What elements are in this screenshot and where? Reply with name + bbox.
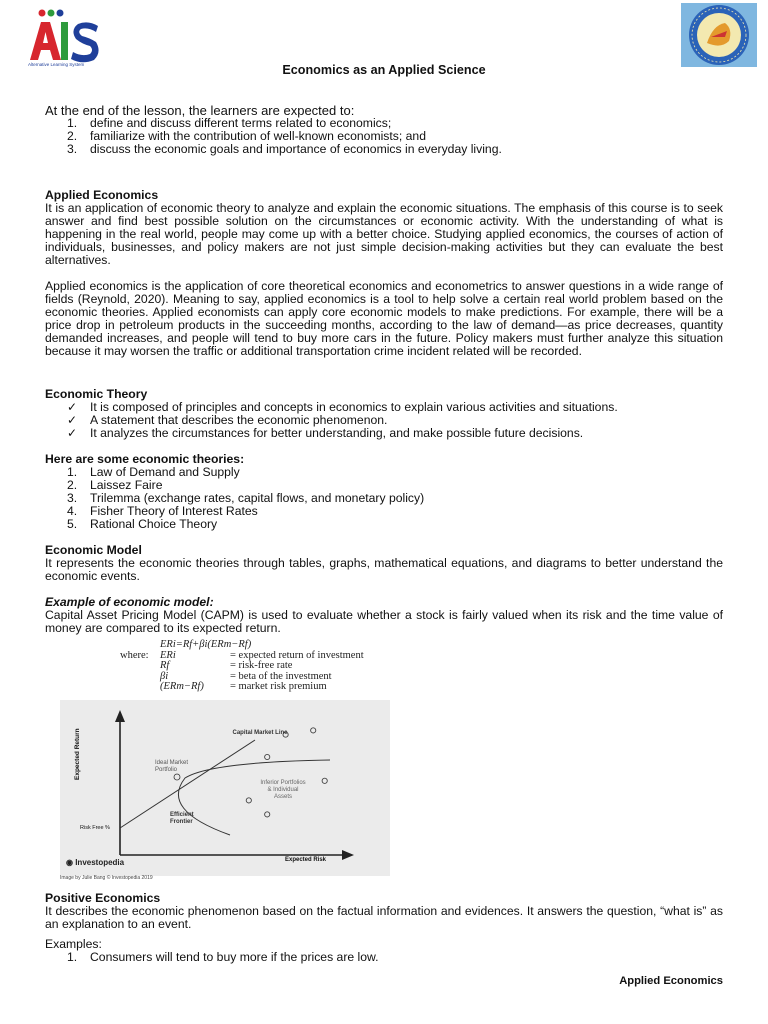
capm-chart: [60, 700, 390, 876]
list-item: 2. Laissez Faire: [67, 478, 163, 492]
positive-paragraph: It describes the economic phenomenon based on the factual information and evidences. It answers the question, “what is” as an explanation to an event.: [45, 904, 723, 931]
investopedia-logo: ◉ Investopedia: [66, 858, 125, 867]
list-item: 3. discuss the economic goals and importance of economics in everyday living.: [67, 142, 502, 156]
section-heading-theories: Here are some economic theories:: [45, 452, 245, 466]
objectives-list: [67, 117, 723, 156]
theory-checklist: [67, 401, 723, 440]
logo-caption: Alternative Learning System: [28, 62, 85, 67]
applied-paragraph-1: It is an application of economic theory to analyze and explain the economic situations. The emphasis of this course is to seek answer and find best possible solution on the circumstances or economic activity. With the understanding of what is happening in the real world, people may come up with a better choice. Studying applied economics, the courses of action of individuals, businesses, and policy makers are not just simple decision-making activities but they can evaluate the best alternatives.: [45, 201, 723, 267]
objectives-intro: At the end of the lesson, the learners are expected to:: [45, 103, 355, 118]
examples-label: Examples:: [45, 937, 102, 951]
x-axis-label: Expected Risk: [285, 857, 327, 863]
list-item: 5. Rational Choice Theory: [67, 517, 218, 531]
section-heading-applied: Applied Economics: [45, 188, 159, 202]
efficient-frontier-label: Efficient Frontier: [170, 812, 194, 825]
inferior-asset-point: [322, 778, 327, 783]
document-body: [45, 104, 723, 635]
check-icon: ✓: [67, 413, 78, 427]
check-icon: ✓: [67, 400, 78, 414]
chart-credit: Image by Julie Bang © Investopedia 2019: [60, 875, 153, 881]
als-logo: [28, 8, 100, 70]
list-item: 1. Law of Demand and Supply: [67, 465, 240, 479]
list-item: ✓ A statement that describes the economic phenomenon.: [67, 413, 388, 427]
model-paragraph: It represents the economic theories through tables, graphs, mathematical equations, and diagrams to better understand the economic events.: [45, 556, 723, 583]
inferior-asset-point: [246, 798, 251, 803]
section-heading-theory: Economic Theory: [45, 387, 148, 401]
positive-examples-list: [67, 951, 723, 964]
x-axis-arrow: [342, 850, 354, 860]
footer-text: Applied Economics: [619, 975, 723, 987]
list-item: ✓ It is composed of principles and concepts in economics to explain various activities and situations.: [67, 400, 618, 414]
inferior-asset-point: [265, 754, 270, 759]
example-heading: Example of economic model:: [45, 595, 214, 609]
y-axis-label: Expected Return: [74, 728, 81, 780]
risk-free-label: Risk Free %: [80, 825, 110, 831]
list-item: 4. Fisher Theory of Interest Rates: [67, 504, 258, 518]
section-heading-model: Economic Model: [45, 543, 142, 557]
ideal-portfolio-label: Ideal Market Portfolio: [155, 760, 189, 773]
ideal-market-portfolio-point: [174, 774, 180, 780]
inferior-asset-point: [265, 812, 270, 817]
capm-equation: ERi=Rf+βi(ERm−Rf): [160, 639, 252, 650]
theories-list: [67, 466, 723, 531]
applied-paragraph-2: Applied economics is the application of core theoretical economics and econometrics to answer questions in a wide range of fields (Reynold, 2020). Meaning to say, applied economics is a tool to help solve a certain real world problem based on the economic theories. Applied economists can apply core economic models to make predictions. For example, there will be a price drop in petroleum products in the succeeding months, according to the law of demand—as price decreases, quantity demanded increases, and people will tend to buy more cars in the future. Policy makers must further analyze this situation because it may worsen the traffic or additional transportation crime incident related will be recorded.: [45, 279, 723, 358]
list-item: 1. define and discuss different terms related to economics;: [67, 116, 392, 130]
y-axis-arrow: [115, 710, 125, 722]
list-item: 1. Consumers will tend to buy more if the prices are low.: [67, 950, 379, 964]
inferior-asset-point: [311, 728, 316, 733]
page-title: Economics as an Applied Science: [282, 63, 486, 77]
list-item: ✓ It analyzes the circumstances for better understanding, and make possible future decisions.: [67, 426, 584, 440]
capm-formula: ERi=Rf+βi(ERm−Rf) where: ERi = expected return of investment Rf = risk-free rate βi = beta of the investment (ERm−Rf) = market risk premium: [120, 639, 364, 692]
list-item: 2. familiarize with the contribution of well-known economists; and: [67, 129, 426, 143]
cml-label: Capital Market Line: [232, 730, 288, 736]
section-heading-positive: Positive Economics: [45, 891, 161, 905]
positive-section: [45, 892, 723, 964]
deped-seal: [681, 3, 757, 67]
list-item: 3. Trilemma (exchange rates, capital flows, and monetary policy): [67, 491, 425, 505]
check-icon: ✓: [67, 426, 78, 440]
inferior-portfolios-label: Inferior Portfolios & Individual Assets: [260, 780, 306, 800]
example-paragraph: Capital Asset Pricing Model (CAPM) is used to evaluate whether a stock is fairly valued when its risk and the time value of money are compared to its expected return.: [45, 608, 723, 635]
